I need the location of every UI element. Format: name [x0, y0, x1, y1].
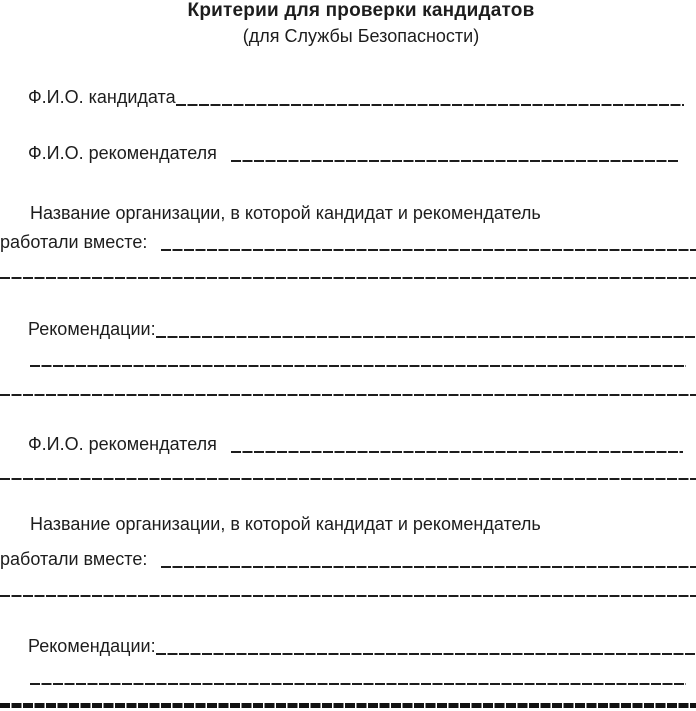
recommendations-label: Рекомендации: — [28, 319, 156, 339]
referee-name-blank-line — [231, 160, 679, 162]
organization-blank-line — [161, 249, 696, 251]
recommendations-blank-line — [156, 336, 696, 338]
organization-label-line2: работали вместе: — [0, 549, 148, 569]
referee-name-label: Ф.И.О. рекомендателя — [28, 143, 217, 163]
referee-name-blank-line — [231, 451, 683, 453]
blank-line-full — [0, 277, 696, 279]
blank-line-full — [0, 595, 696, 597]
candidate-name-row — [28, 84, 684, 110]
recommendations-row-1 — [28, 316, 696, 342]
blank-line-indented — [30, 683, 686, 685]
organization-row-1 — [0, 229, 696, 255]
organization-label-line2: работали вместе: — [0, 232, 148, 252]
organization-label-line1: Название организации, в которой кандидат и рекомендатель — [30, 203, 541, 223]
organization-blank-line — [161, 566, 696, 568]
referee-name-row-1 — [28, 140, 679, 166]
blank-line-full — [0, 394, 696, 396]
referee-name-label: Ф.И.О. рекомендателя — [28, 434, 217, 454]
candidate-name-label: Ф.И.О. кандидата — [28, 87, 176, 107]
referee-name-row-2 — [28, 431, 683, 457]
page-title: Критерии для проверки кандидатов — [187, 0, 535, 21]
page-subtitle: (для Службы Безопасности) — [242, 26, 480, 46]
blank-line-indented — [30, 365, 686, 367]
recommendations-blank-line — [156, 653, 696, 655]
organization-label-line1: Название организации, в которой кандидат и рекомендатель — [30, 514, 541, 534]
blank-line-bottom-cut — [0, 703, 696, 708]
candidate-name-blank-line — [176, 104, 684, 106]
recommendations-label: Рекомендации: — [28, 636, 156, 656]
blank-line-full — [0, 478, 696, 480]
recommendations-row-2 — [28, 633, 696, 659]
organization-row-2 — [0, 546, 696, 572]
